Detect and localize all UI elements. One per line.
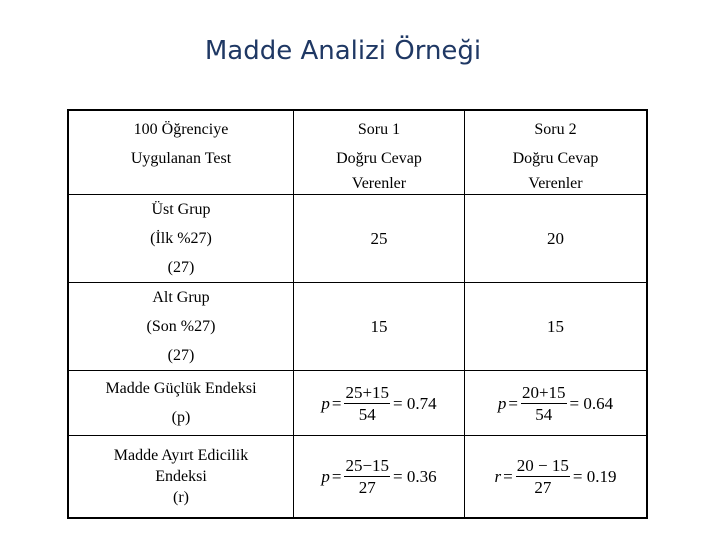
header-text: Soru 2 bbox=[534, 121, 577, 138]
row-label-guclik-endeksi bbox=[69, 371, 293, 435]
fraction bbox=[521, 383, 567, 424]
header-text: Doğru Cevap bbox=[336, 150, 422, 167]
header-soru2 bbox=[465, 111, 646, 194]
header-soru1 bbox=[294, 111, 464, 194]
fraction-denominator: 27 bbox=[534, 478, 552, 497]
header-text: Soru 1 bbox=[357, 121, 401, 138]
row-label-text: (p) bbox=[171, 409, 191, 426]
formula-var: p bbox=[497, 393, 507, 413]
row-label-text: (r) bbox=[173, 489, 189, 506]
fraction bbox=[344, 456, 390, 497]
cell-alt-soru1: 15 bbox=[370, 317, 388, 336]
row-label-text: (Son %27) bbox=[146, 318, 216, 335]
formula bbox=[495, 456, 617, 497]
fraction-denominator: 54 bbox=[535, 404, 553, 424]
row-label-ayirt-edicilik-endeksi bbox=[69, 436, 293, 517]
fraction-numerator: 25+15 bbox=[345, 382, 390, 402]
formula-var: p bbox=[321, 467, 330, 486]
row-label-text: Alt Grup bbox=[152, 289, 210, 306]
formula-result: = 0.19 bbox=[572, 467, 617, 486]
row-label-text: (İlk %27) bbox=[150, 230, 212, 247]
row-label-text: Madde Ayırt Edicilik bbox=[113, 447, 249, 464]
fraction bbox=[516, 456, 570, 497]
formula-var: p bbox=[321, 393, 330, 413]
formula bbox=[321, 383, 436, 424]
fraction bbox=[344, 383, 390, 424]
fraction-denominator: 27 bbox=[358, 478, 376, 497]
header-text: Verenler bbox=[528, 175, 583, 192]
row-label-text: Madde Güçlük Endeksi bbox=[105, 380, 257, 397]
cell-ust-soru2: 20 bbox=[547, 229, 564, 248]
header-text: 100 Öğrenciye bbox=[133, 121, 229, 138]
fraction-bar bbox=[344, 476, 390, 477]
row-label-text: Üst Grup bbox=[151, 201, 211, 218]
formula-var: r bbox=[494, 467, 502, 486]
row-label-alt-grup bbox=[69, 283, 293, 370]
header-test bbox=[69, 111, 293, 194]
cell-ust-soru1: 25 bbox=[370, 229, 388, 248]
cell-alt-soru2: 15 bbox=[547, 317, 564, 336]
fraction-bar bbox=[521, 403, 567, 404]
fraction-numerator: 20 − 15 bbox=[516, 456, 569, 475]
row-label-text: (27) bbox=[167, 347, 195, 364]
fraction-numerator: 25−15 bbox=[345, 456, 390, 475]
formula-eq: = bbox=[508, 393, 518, 413]
fraction-numerator: 20+15 bbox=[521, 382, 566, 402]
row-label-ust-grup bbox=[69, 195, 293, 282]
header-text: Doğru Cevap bbox=[512, 150, 599, 167]
row-label-text: Endeksi bbox=[155, 468, 207, 485]
row-label-text: (27) bbox=[167, 259, 195, 276]
formula bbox=[321, 456, 436, 497]
formula-result: = 0.64 bbox=[569, 393, 614, 413]
header-text: Verenler bbox=[351, 175, 407, 192]
fraction-bar bbox=[516, 476, 570, 477]
formula-result: = 0.74 bbox=[393, 393, 437, 413]
header-text: Uygulanan Test bbox=[130, 150, 232, 167]
item-analysis-table bbox=[67, 109, 648, 519]
formula bbox=[498, 383, 613, 424]
formula-result: = 0.36 bbox=[393, 467, 437, 486]
formula-eq: = bbox=[331, 467, 342, 486]
cell-ayirt-soru1 bbox=[294, 436, 464, 517]
cell-ayirt-soru2 bbox=[465, 436, 646, 517]
cell-guclik-soru2 bbox=[465, 371, 646, 435]
formula-eq: = bbox=[331, 393, 342, 413]
page-title: Madde Analizi Örneği bbox=[204, 36, 482, 66]
formula-eq: = bbox=[503, 467, 513, 486]
fraction-bar bbox=[344, 403, 390, 404]
fraction-denominator: 54 bbox=[358, 404, 376, 424]
cell-guclik-soru1 bbox=[294, 371, 464, 435]
